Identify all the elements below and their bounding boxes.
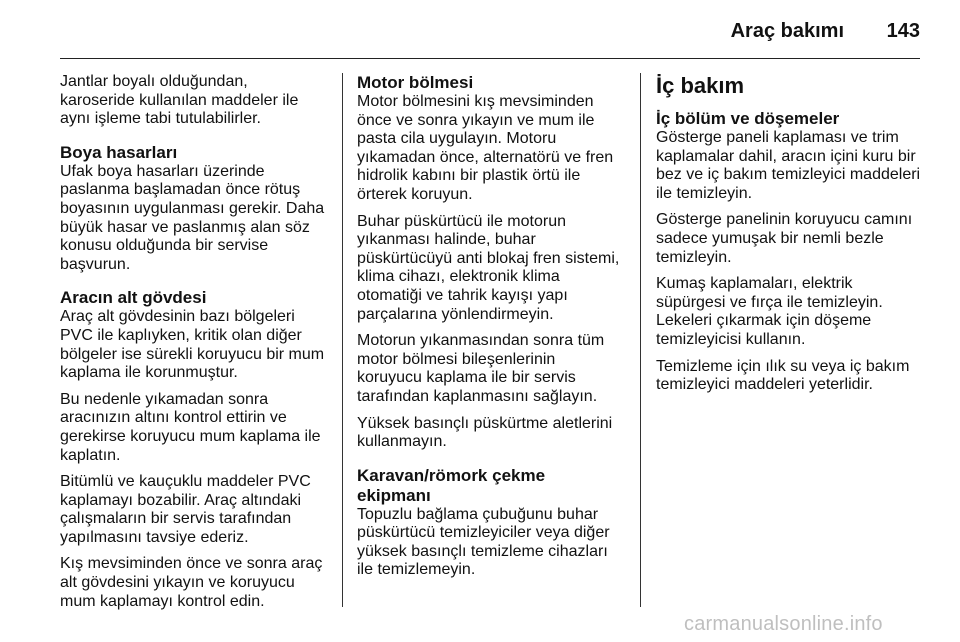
underbody-paragraph-1: Araç alt gövdesinin bazı bölgeleri PVC ile kaplıyken, kritik olan diğer bölgeler ise sürekli koruyucu bir mum kaplama ile korunmuştur. [60,308,325,382]
column-divider-1 [342,73,343,607]
engine-heading: Motor bölmesi [357,73,474,92]
interior-paragraph-1: Gösterge paneli kaplaması ve trim kaplamalar dahil, aracın içini kuru bir bez ve iç bakım temizleyici maddeleri ile temizleyin. [656,129,921,202]
interior-paragraph-4: Temizleme için ılık su veya iç bakım temizleyici maddeleri yeterlidir. [656,357,910,394]
underbody-paragraph-2: Bu nedenle yıkamadan sonra aracınızın altını kontrol ettirin ve gerekirse koruyucu mum kaplama ile kaplatın. [60,390,321,464]
page-number: 143 [886,20,920,42]
section-paint-damage [60,143,332,275]
watermark: carmanualsonline.info [684,613,883,635]
column-left [60,73,332,625]
column-middle [357,73,627,594]
section-engine [357,73,627,452]
engine-paragraph-2: Buhar püskürtücü ile motorun yıkanması halinde, buhar püskürtücüyü anti blokaj fren sistemi, klima cihazı, elektronik klima otomatiği ve tahrik kayışı yapı parçalarına yönlendirmeyin. [357,212,620,323]
towing-paragraph: Topuzlu bağlama çubuğunu buhar püskürtücü temizleyiciler veya diğer yüksek basınçlı temizleme cihazları ile temizlemeyin. [357,505,610,579]
section-intro [60,73,332,129]
underbody-paragraph-4: Kış mevsiminden önce ve sonra araç alt gövdesini yıkayın ve koruyucu mum kaplamayı kontrol edin. [60,555,323,610]
header-rule [60,58,920,59]
towing-heading: Karavan/römork çekme ekipmanı [357,465,546,505]
column-right [656,73,956,409]
interior-heading: İç bölüm ve döşemeler [656,109,840,128]
column-divider-2 [640,73,641,607]
engine-paragraph-4: Yüksek basınçlı püskürtme aletlerini kullanmayın. [357,414,613,451]
underbody-heading: Aracın alt gövdesi [60,288,207,308]
intro-paragraph: Jantlar boyalı olduğundan, karoseride kullanılan maddeler ile aynı işleme tabi tutulabilirler. [60,73,299,128]
section-towing [357,466,627,580]
section-underbody [60,288,332,611]
underbody-paragraph-3: Bitümlü ve kauçuklu maddeler PVC kaplamayı bozabilir. Araç altındaki çalışmaların bir servis tarafından yapılmasını tavsiye ederiz. [60,473,311,546]
page-header [0,0,960,58]
section-interior [656,109,956,395]
engine-paragraph-3: Motorun yıkanmasından sonra tüm motor bölmesi bileşenlerinin koruyucu kaplama ile bir servis tarafından kaplanmasını sağlayın. [357,332,605,405]
paint-damage-heading: Boya hasarları [60,142,178,162]
paint-damage-paragraph: Ufak boya hasarları üzerinde paslanma başlamadan önce rötuş boyasının uygulanması gerekir. Daha büyük hasar ve paslanmış alan söz konusu olduğunda bir servise başvurun. [60,162,325,273]
header-title: Araç bakımı [730,20,844,42]
interior-paragraph-2: Gösterge panelinin koruyucu camını sadece yumuşak bir nemli bezle temizleyin. [656,211,913,266]
interior-paragraph-3: Kumaş kaplamaları, elektrik süpürgesi ve fırça ile temizleyin. Lekeleri çıkarmak için döşeme temizleyicisi kullanın. [656,275,883,348]
engine-paragraph-1: Motor bölmesini kış mevsiminden önce ve sonra yıkayın ve mum ile pasta cila uygulayın. Motoru yıkamadan önce, alternatörü ve fren hidrolik kabını bir plastik örtü ile örterek koruyun. [357,93,614,203]
interior-care-title: İç bakım [656,73,745,98]
